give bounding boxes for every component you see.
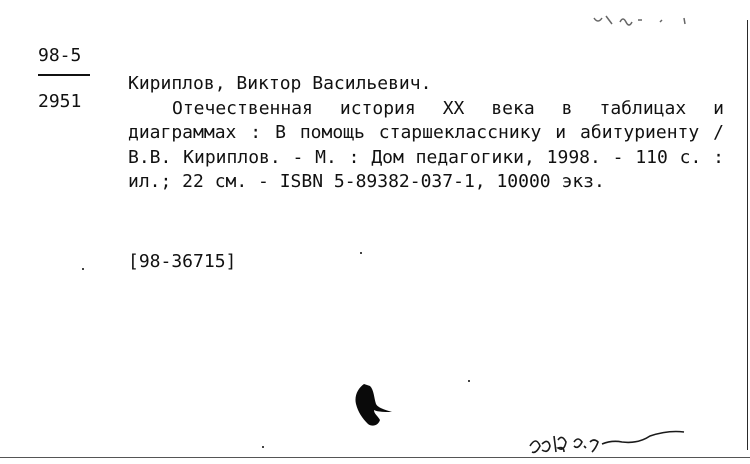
classification-code: 98-5 [38,45,82,66]
left-column [38,44,98,114]
handwritten-note-top [590,10,710,34]
pencil-scribble-icon [590,10,710,30]
ink-stamp-mark [348,382,400,432]
call-number: 2951 [38,91,82,112]
speck [360,252,362,254]
record-number: [98-36715] [128,251,237,272]
bibliographic-description: Отечественная история XX века в таблицах и диаграммах : В помощь старшекласснику и абитуриенту / В.В. Кириплов. - М. : Дом педагогики, 1998. - 110 с. : ил.; 22 см. - ISBN 5-89382-037-1, 10000 экз. [128,97,724,192]
card-right-edge [747,20,748,450]
divider-rule [38,74,90,76]
handwritten-signature-icon [528,428,720,460]
bibliographic-entry [128,72,724,195]
ink-blot-icon [348,382,400,428]
speck [262,446,264,448]
speck [82,268,84,270]
speck [468,380,470,382]
author-heading: Кириплов, Виктор Васильевич. [128,73,432,94]
